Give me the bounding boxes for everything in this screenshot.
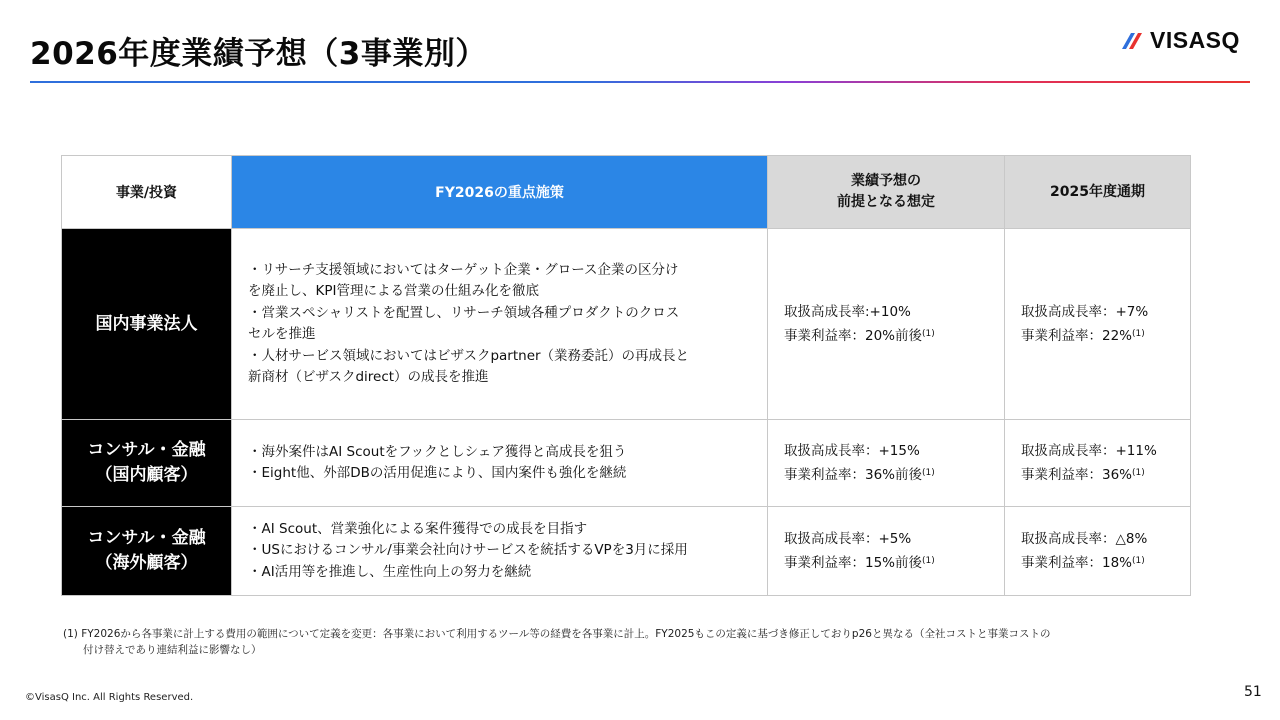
assumption-margin-line [784,550,994,574]
header-fy2025: 2025年度通期 [1005,156,1191,229]
table-row [62,229,1191,420]
note-marker: (1) [1132,468,1145,478]
segment-label-line1: コンサル・金融 [87,440,206,460]
note-marker: (1) [922,556,935,566]
fy2025-cell [1005,507,1191,596]
table-row [62,420,1191,507]
assumption-margin-line [784,462,994,486]
focus-line: ・海外案件はAI Scoutをフックとしシェア獲得と高成長を狙う [248,443,627,460]
focus-line: 新商材（ビザスクdirect）の成長を推進 [248,369,489,385]
assumption-margin-line [784,323,994,347]
assumption-cell [768,420,1005,507]
table-header-row [62,156,1191,229]
fy2025-cell [1005,229,1191,420]
focus-cell [232,507,768,596]
assumption-margin: 事業利益率：36%前後 [784,467,923,483]
focus-cell [232,420,768,507]
header-assumption [768,156,1005,229]
fy2025-margin: 事業利益率：18% [1021,555,1133,571]
logo-slash-icon [1120,29,1144,51]
fy2025-margin-line [1021,323,1180,347]
focus-line: ・Eight他、外部DBの活用促進により、国内案件も強化を継続 [248,465,627,481]
note-marker: (1) [922,468,935,478]
assumption-cell [768,229,1005,420]
copyright: ©VisasQ Inc. All Rights Reserved. [25,692,194,703]
header-assumption-line1: 業績予想の [851,173,921,189]
page-number: 51 [1244,684,1262,700]
segment-label [62,420,232,507]
assumption-growth: 取扱高成長率：+5% [784,531,912,547]
assumption-margin: 事業利益率：20%前後 [784,328,923,344]
note-marker: (1) [1132,329,1145,339]
note-marker: (1) [922,329,935,339]
segment-label [62,507,232,596]
logo-text: VISASQ [1150,26,1240,53]
focus-line: ・AI Scout、営業強化による案件獲得での成長を目指す [248,520,588,537]
fy2025-margin-line [1021,550,1180,574]
header-invest: 事業/投資 [62,156,232,229]
forecast-table [61,155,1191,596]
focus-line: ・リサーチ支援領域においてはターゲット企業・グロース企業の区分け [248,261,679,278]
focus-line: ・人材サービス領域においてはビザスクpartner（業務委託）の再成長と [248,347,690,364]
fy2025-margin: 事業利益率：36% [1021,467,1133,483]
footnote-line2: 付け替えであり連結利益に影響なし） [83,644,262,656]
header-assumption-line2: 前提となる想定 [837,194,935,210]
footnote-line1: (1) FY2026から各事業に計上する費用の範囲について定義を変更：各事業において利用するツール等の経費を各事業に計上。FY2025もこの定義に基づき修正しておりp26と異なる（全社コストと事業コストの [63,628,1051,640]
header-focus: FY2026の重点施策 [232,156,768,229]
fy2025-margin-line [1021,462,1180,486]
segment-label-line2: （海外顧客） [95,553,198,573]
assumption-growth: 取扱高成長率:+10% [784,304,911,320]
visasq-logo [1120,26,1260,54]
assumption-cell [768,507,1005,596]
segment-label-line1: コンサル・金融 [87,528,206,548]
slide-title: 2026年度業績予想（3事業別） [30,36,487,72]
table-row [62,507,1191,596]
fy2025-growth: 取扱高成長率：+7% [1021,304,1149,320]
segment-label-line1: 国内事業法人 [95,313,198,334]
segment-label-line2: （国内顧客） [95,465,198,485]
fy2025-growth: 取扱高成長率：△8% [1021,531,1148,547]
title-underline [30,81,1250,83]
fy2025-margin: 事業利益率：22% [1021,328,1133,344]
fy2025-cell [1005,420,1191,507]
note-marker: (1) [1132,556,1145,566]
footnote [63,626,1213,658]
focus-line: ・AI活用等を推進し、生産性向上の努力を継続 [248,563,532,580]
focus-cell [232,229,768,420]
fy2025-growth: 取扱高成長率：+11% [1021,443,1157,459]
segment-label [62,229,232,420]
focus-line: ・USにおけるコンサル/事業会社向けサービスを統括するVPを3月に採用 [248,542,688,559]
focus-line: セルを推進 [248,326,316,342]
assumption-growth: 取扱高成長率：+15% [784,443,920,459]
focus-line: を廃止し、KPI管理による営業の仕組み化を徹底 [248,283,539,299]
assumption-margin: 事業利益率：15%前後 [784,555,923,571]
focus-line: ・営業スペシャリストを配置し、リサーチ領域各種プロダクトのクロス [248,304,680,321]
